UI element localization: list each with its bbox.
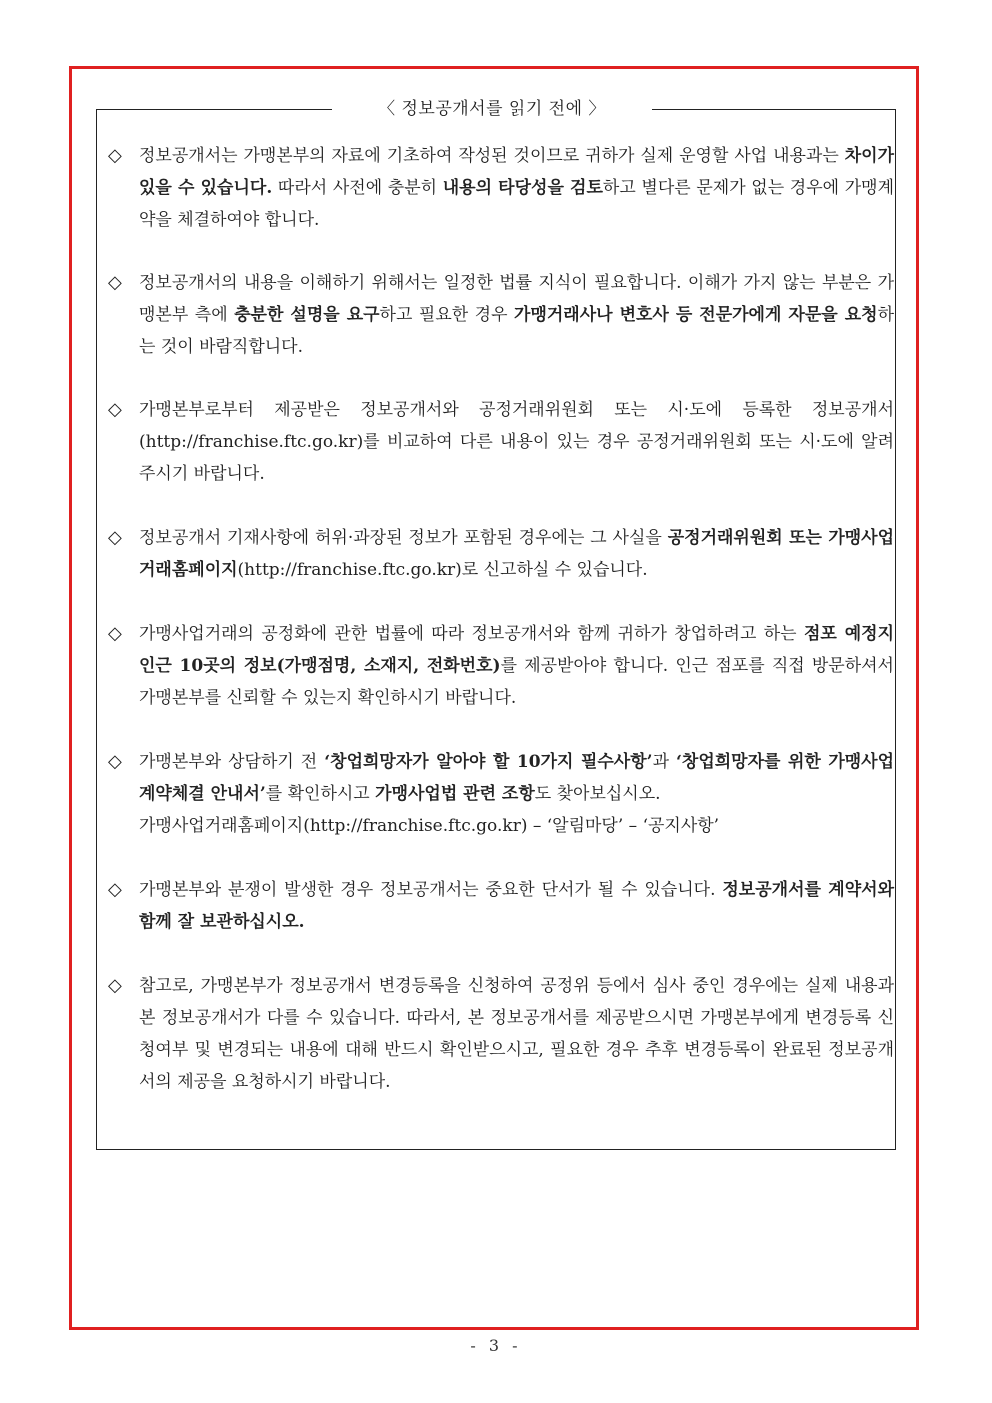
- bold-text-segment: ‘창업희망자를 위한 가맹사업 계약체결 안내서’: [139, 752, 895, 804]
- text-segment: 를 확인하시고: [265, 784, 376, 804]
- notice-text: [139, 140, 894, 236]
- notice-item-6: [108, 746, 894, 842]
- text-segment: 정보공개서 기재사항에 허위·과장된 정보가 포함된 경우에는 그 사실을: [139, 528, 668, 548]
- text-segment: 하고 별다른 문제가 없는 경우에 가맹계약을 체결하여야 합니다.: [139, 178, 894, 230]
- notice-text: [139, 267, 894, 363]
- diamond-bullet-icon: ◇: [108, 272, 122, 293]
- notice-extra-line: 가맹사업거래홈페이지(http://franchise.ftc.go.kr) – ‘알림마당’ – ‘공지사항’: [139, 816, 720, 836]
- notice-item-5: [108, 618, 894, 714]
- notice-text: [139, 522, 894, 586]
- diamond-bullet-icon: ◇: [108, 879, 122, 900]
- text-segment: 하고 필요한 경우: [379, 305, 515, 325]
- bold-text-segment: 가맹거래사나 변호사 등 전문가에게 자문을 요청: [514, 305, 878, 325]
- text-segment: 를 제공받아야 합니다. 인근 점포를 직접 방문하셔서 가맹본부를 신뢰할 수 있는지 확인하시기 바랍니다.: [139, 656, 894, 708]
- notice-item-4: [108, 522, 894, 586]
- diamond-bullet-icon: ◇: [108, 623, 122, 644]
- text-segment: 가맹본부와 분쟁이 발생한 경우 정보공개서는 중요한 단서가 될 수 있습니다.: [139, 880, 723, 900]
- notice-text: [139, 618, 894, 714]
- text-segment: 가맹사업거래의 공정화에 관한 법률에 따라 정보공개서와 함께 귀하가 창업하려고 하는: [139, 624, 804, 644]
- text-segment: 하는 것이 바람직합니다.: [139, 305, 894, 357]
- bold-text-segment: 차이가 있을 수 있습니다.: [139, 146, 894, 198]
- notice-item-7: [108, 874, 894, 938]
- text-segment: 과: [652, 752, 676, 772]
- text-segment: 가맹본부로부터 제공받은 정보공개서와 공정거래위원회 또는 시·도에 등록한 정보공개서(http://franchise.ftc.go.kr)를 비교하여 다른 내용이 있는 경우 공정거래위원회 또는 시·도에 알려 주시기 바랍니다.: [139, 400, 894, 484]
- text-segment: 정보공개서의 내용을 이해하기 위해서는 일정한 법률 지식이 필요합니다. 이해가 가지 않는 부분은 가맹본부 측에: [139, 273, 894, 325]
- bold-text-segment: 충분한 설명을 요구: [234, 305, 380, 325]
- text-segment: 가맹본부와 상담하기 전: [139, 752, 325, 772]
- notice-item-8: [108, 970, 894, 1098]
- notice-item-1: [108, 140, 894, 236]
- notice-title: 〈 정보공개서를 읽기 전에 〉: [332, 96, 652, 122]
- text-segment: (http://franchise.ftc.go.kr)로 신고하실 수 있습니다.: [237, 560, 648, 580]
- page-number: - 3 -: [470, 1336, 522, 1355]
- text-segment: 따라서 사전에 충분히: [272, 178, 443, 198]
- notice-text: [139, 746, 894, 810]
- text-segment: 도 찾아보십시오.: [534, 784, 661, 804]
- bold-text-segment: ‘창업희망자가 알아야 할 10가지 필수사항’: [324, 752, 653, 772]
- diamond-bullet-icon: ◇: [108, 975, 122, 996]
- notice-item-2: [108, 267, 894, 363]
- bold-text-segment: 가맹사업법 관련 조항: [375, 784, 535, 804]
- text-segment: 참고로, 가맹본부가 정보공개서 변경등록을 신청하여 공정위 등에서 심사 중인 경우에는 실제 내용과 본 정보공개서가 다를 수 있습니다. 따라서, 본 정보공개서를 제공받으시면 가맹본부에게 변경등록 신청여부 및 변경되는 내용에 대해 반드시 확인받으시고, 필요한 경우 추후 변경등록이 완료된 정보공개서의 제공을 요청하시기 바랍니다.: [139, 976, 894, 1092]
- bold-text-segment: 공정거래위원회 또는 가맹사업거래홈페이지: [139, 528, 895, 580]
- diamond-bullet-icon: ◇: [108, 527, 122, 548]
- notice-text: [139, 874, 894, 938]
- text-segment: 정보공개서는 가맹본부의 자료에 기초하여 작성된 것이므로 귀하가 실제 운영할 사업 내용과는: [139, 146, 845, 166]
- notice-text: [139, 394, 894, 490]
- bold-text-segment: 내용의 타당성을 검토: [442, 178, 603, 198]
- bold-text-segment: 점포 예정지 인근 10곳의 정보(가맹점명, 소재지, 전화번호): [139, 624, 895, 676]
- bold-text-segment: 정보공개서를 계약서와 함께 잘 보관하십시오.: [139, 880, 894, 932]
- notice-text: [139, 970, 894, 1098]
- diamond-bullet-icon: ◇: [108, 145, 122, 166]
- notice-item-3: [108, 394, 894, 490]
- diamond-bullet-icon: ◇: [108, 751, 122, 772]
- diamond-bullet-icon: ◇: [108, 399, 122, 420]
